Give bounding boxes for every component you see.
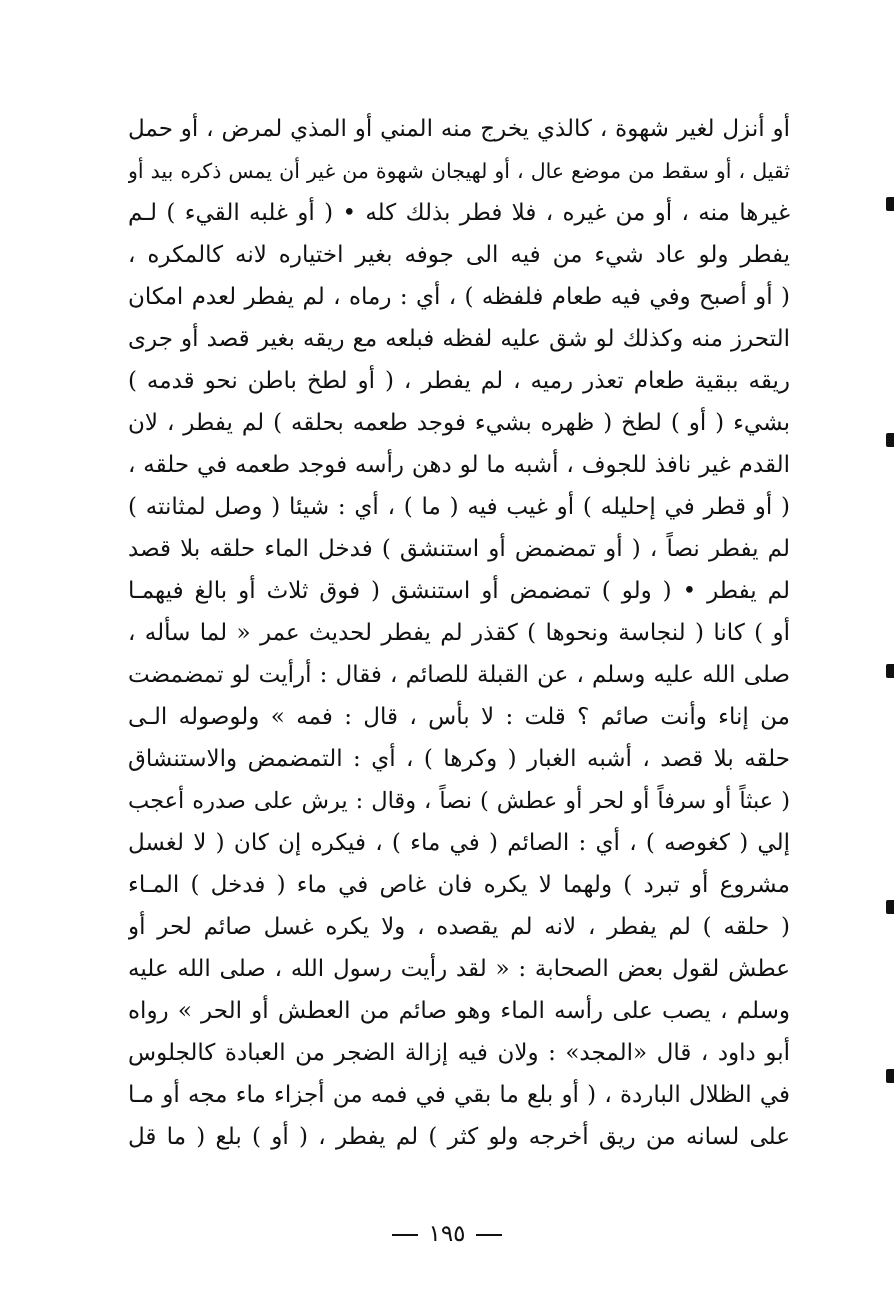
footer-dash-right xyxy=(476,1234,502,1236)
margin-edge-mark xyxy=(886,664,894,678)
text-line: ( حلقه ) لم يفطر ، لانه لم يقصده ، ولا يكره غسل صائم لحر أو xyxy=(128,914,790,940)
footer-dash-left xyxy=(392,1234,418,1236)
text-line: لم يفطر • ( ولو ) تمضمض أو استنشق ( فوق ثلاث أو بالغ فيهمـا xyxy=(128,578,790,604)
text-line: التحرز منه وكذلك لو شق عليه لفظه فبلعه مع ريقه بغير قصد أو جرى xyxy=(128,326,790,352)
text-line: أبو داود ، قال «المجد» : ولان فيه إزالة الضجر من العبادة كالجلوس xyxy=(128,1040,790,1066)
text-line: ثقيل ، أو سقط من موضع عال ، أو لهيجان شهوة من غير أن يمس ذكره بيد أو xyxy=(128,159,790,183)
text-line: لم يفطر نصاً ، ( أو تمضمض أو استنشق ) فدخل الماء حلقه بلا قصد xyxy=(128,536,790,562)
text-line: بشيء ( أو ) لطخ ( ظهره بشيء فوجد طعمه بحلقه ) لم يفطر ، لان xyxy=(128,410,790,436)
text-line: ريقه ببقية طعام تعذر رميه ، لم يفطر ، ( أو لطخ باطن نحو قدمه ) xyxy=(128,368,790,394)
page-number: ١٩٥ xyxy=(428,1221,466,1247)
text-line: أو ) كانا ( لنجاسة ونحوها ) كقذر لم يفطر لحديث عمر « لما سأله ، xyxy=(128,620,790,646)
text-line: عطش لقول بعض الصحابة : « لقد رأيت رسول الله ، صلى الله عليه xyxy=(128,956,790,982)
text-line: في الظلال الباردة ، ( أو بلع ما بقي في فمه من أجزاء ماء مجه أو مـا xyxy=(128,1082,790,1108)
text-line: غيرها منه ، أو من غيره ، فلا فطر بذلك كله • ( أو غلبه القيء ) لـم xyxy=(128,200,790,226)
text-line: من إناء وأنت صائم ؟ قلت : لا بأس ، قال : فمه » ولوصوله الـى xyxy=(128,704,790,730)
margin-edge-mark xyxy=(886,1069,894,1083)
text-line: وسلم ، يصب على رأسه الماء وهو صائم من العطش أو الحر » رواه xyxy=(128,998,790,1024)
page-footer xyxy=(0,1218,894,1250)
text-line: يفطر ولو عاد شيء من فيه الى جوفه بغير اختياره لانه كالمكره ، xyxy=(128,242,790,268)
text-line: القدم غير نافذ للجوف ، أشبه ما لو دهن رأسه فوجد طعمه في حلقه ، xyxy=(128,452,790,478)
text-line: مشروع أو تبرد ) ولهما لا يكره فان غاص في ماء ( فدخل ) المـاء xyxy=(128,872,790,898)
text-line: ( أو قطر في إحليله ) أو غيب فيه ( ما ) ، أي : شيئا ( وصل لمثانته ) xyxy=(128,494,790,520)
text-line: على لسانه من ريق أخرجه ولو كثر ) لم يفطر ، ( أو ) بلع ( ما قل xyxy=(128,1124,790,1150)
text-line: ( أو أصبح وفي فيه طعام فلفظه ) ، أي : رماه ، لم يفطر لعدم امكان xyxy=(128,284,790,310)
text-line: حلقه بلا قصد ، أشبه الغبار ( وكرها ) ، أي : التمضمض والاستنشاق xyxy=(128,746,790,772)
text-line: أو أنزل لغير شهوة ، كالذي يخرج منه المني أو المذي لمرض ، أو حمل xyxy=(128,116,790,142)
margin-edge-mark xyxy=(886,197,894,211)
text-line: صلى الله عليه وسلم ، عن القبلة للصائم ، فقال : أرأيت لو تمضمضت xyxy=(128,662,790,688)
margin-edge-mark xyxy=(886,900,894,914)
text-line: ( عبثاً أو سرفاً أو لحر أو عطش ) نصاً ، وقال : يرش على صدره أعجب xyxy=(128,788,790,814)
text-line: إلي ( كغوصه ) ، أي : الصائم ( في ماء ) ، فيكره إن كان ( لا لغسل xyxy=(128,830,790,856)
margin-edge-mark xyxy=(886,433,894,447)
page-body xyxy=(128,108,790,1158)
